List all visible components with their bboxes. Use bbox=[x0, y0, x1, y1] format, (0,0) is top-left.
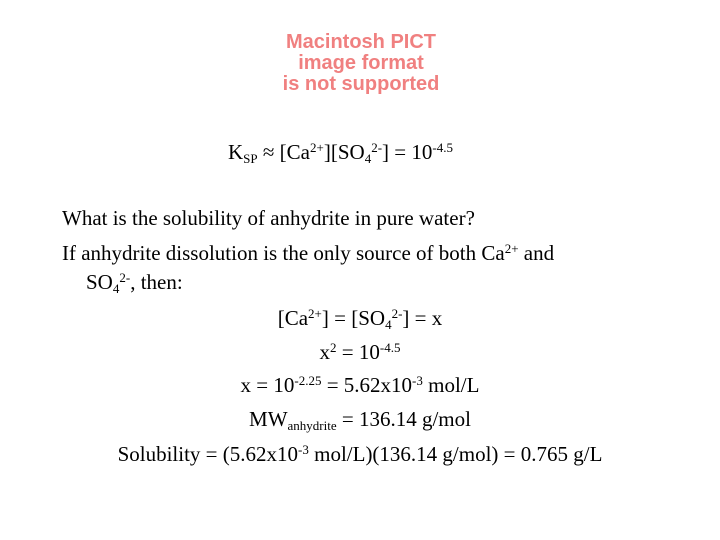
placeholder-line-2: image format bbox=[298, 52, 424, 74]
eq3-value: = 5.62x10 bbox=[321, 373, 413, 397]
ksp-tail: ] = 10 bbox=[382, 140, 433, 164]
eq4-value: = 136.14 g/mol bbox=[336, 407, 471, 431]
ca-charge: 2+ bbox=[310, 140, 324, 155]
unsupported-image-placeholder bbox=[236, 32, 486, 96]
eq3-exponent-1: -2.25 bbox=[294, 373, 322, 388]
premise-then: , then: bbox=[130, 270, 183, 294]
eq2-exponent: -4.5 bbox=[379, 340, 401, 355]
ksp-subscript: SP bbox=[243, 151, 258, 166]
eq3-x-equals: x = 10 bbox=[240, 373, 295, 397]
premise-line-2 bbox=[86, 270, 183, 294]
eq3-unit: mol/L bbox=[422, 373, 480, 397]
eq1-equals-x: ] = x bbox=[402, 306, 443, 330]
premise-ca-charge: 2+ bbox=[504, 241, 519, 256]
premise-text-a-end: and bbox=[518, 241, 555, 265]
eq1-so4-charge: 2- bbox=[391, 306, 403, 321]
eq3-exponent-2: -3 bbox=[412, 373, 423, 388]
eq5-start: Solubility = (5.62x10 bbox=[117, 442, 299, 466]
eq1-ca-charge: 2+ bbox=[308, 306, 322, 321]
eq2-x: x bbox=[319, 340, 331, 364]
equation-molecular-weight bbox=[0, 407, 720, 431]
eq2-equals: = 10 bbox=[336, 340, 380, 364]
eq1-so: ] = [SO bbox=[321, 306, 386, 330]
eq2-square: 2 bbox=[330, 340, 337, 355]
premise-so: SO bbox=[86, 270, 113, 294]
eq1-so4-subscript: 4 bbox=[385, 317, 392, 332]
eq5-end: mol/L)(136.14 g/mol) = 0.765 g/L bbox=[308, 442, 603, 466]
placeholder-line-1: Macintosh PICT bbox=[285, 31, 436, 53]
equation-x-squared bbox=[0, 340, 720, 364]
ksp-k: K bbox=[228, 140, 244, 164]
question-text: What is the solubility of anhydrite in pure water? bbox=[62, 206, 475, 230]
eq4-mw: MW bbox=[249, 407, 288, 431]
premise-text-a: If anhydrite dissolution is the only source of both Ca bbox=[62, 241, 505, 265]
premise-so4-charge: 2- bbox=[119, 270, 131, 285]
ksp-equation bbox=[228, 140, 453, 164]
so4-subscript: 4 bbox=[364, 151, 372, 166]
equation-solubility bbox=[0, 442, 720, 466]
premise-so4-subscript: 4 bbox=[112, 281, 120, 296]
ksp-so4: ][SO bbox=[323, 140, 365, 164]
ksp-approx: ≈ [Ca bbox=[262, 140, 310, 164]
eq5-exponent: -3 bbox=[298, 442, 309, 457]
equation-concentrations bbox=[0, 306, 720, 330]
placeholder-line-3: is not supported bbox=[282, 73, 440, 95]
so4-charge: 2- bbox=[371, 140, 383, 155]
ksp-exponent: -4.5 bbox=[432, 140, 453, 155]
equation-x-value bbox=[0, 373, 720, 397]
eq1-ca: [Ca bbox=[277, 306, 309, 330]
premise-line-1 bbox=[62, 241, 554, 265]
eq4-subscript: anhydrite bbox=[287, 418, 337, 433]
